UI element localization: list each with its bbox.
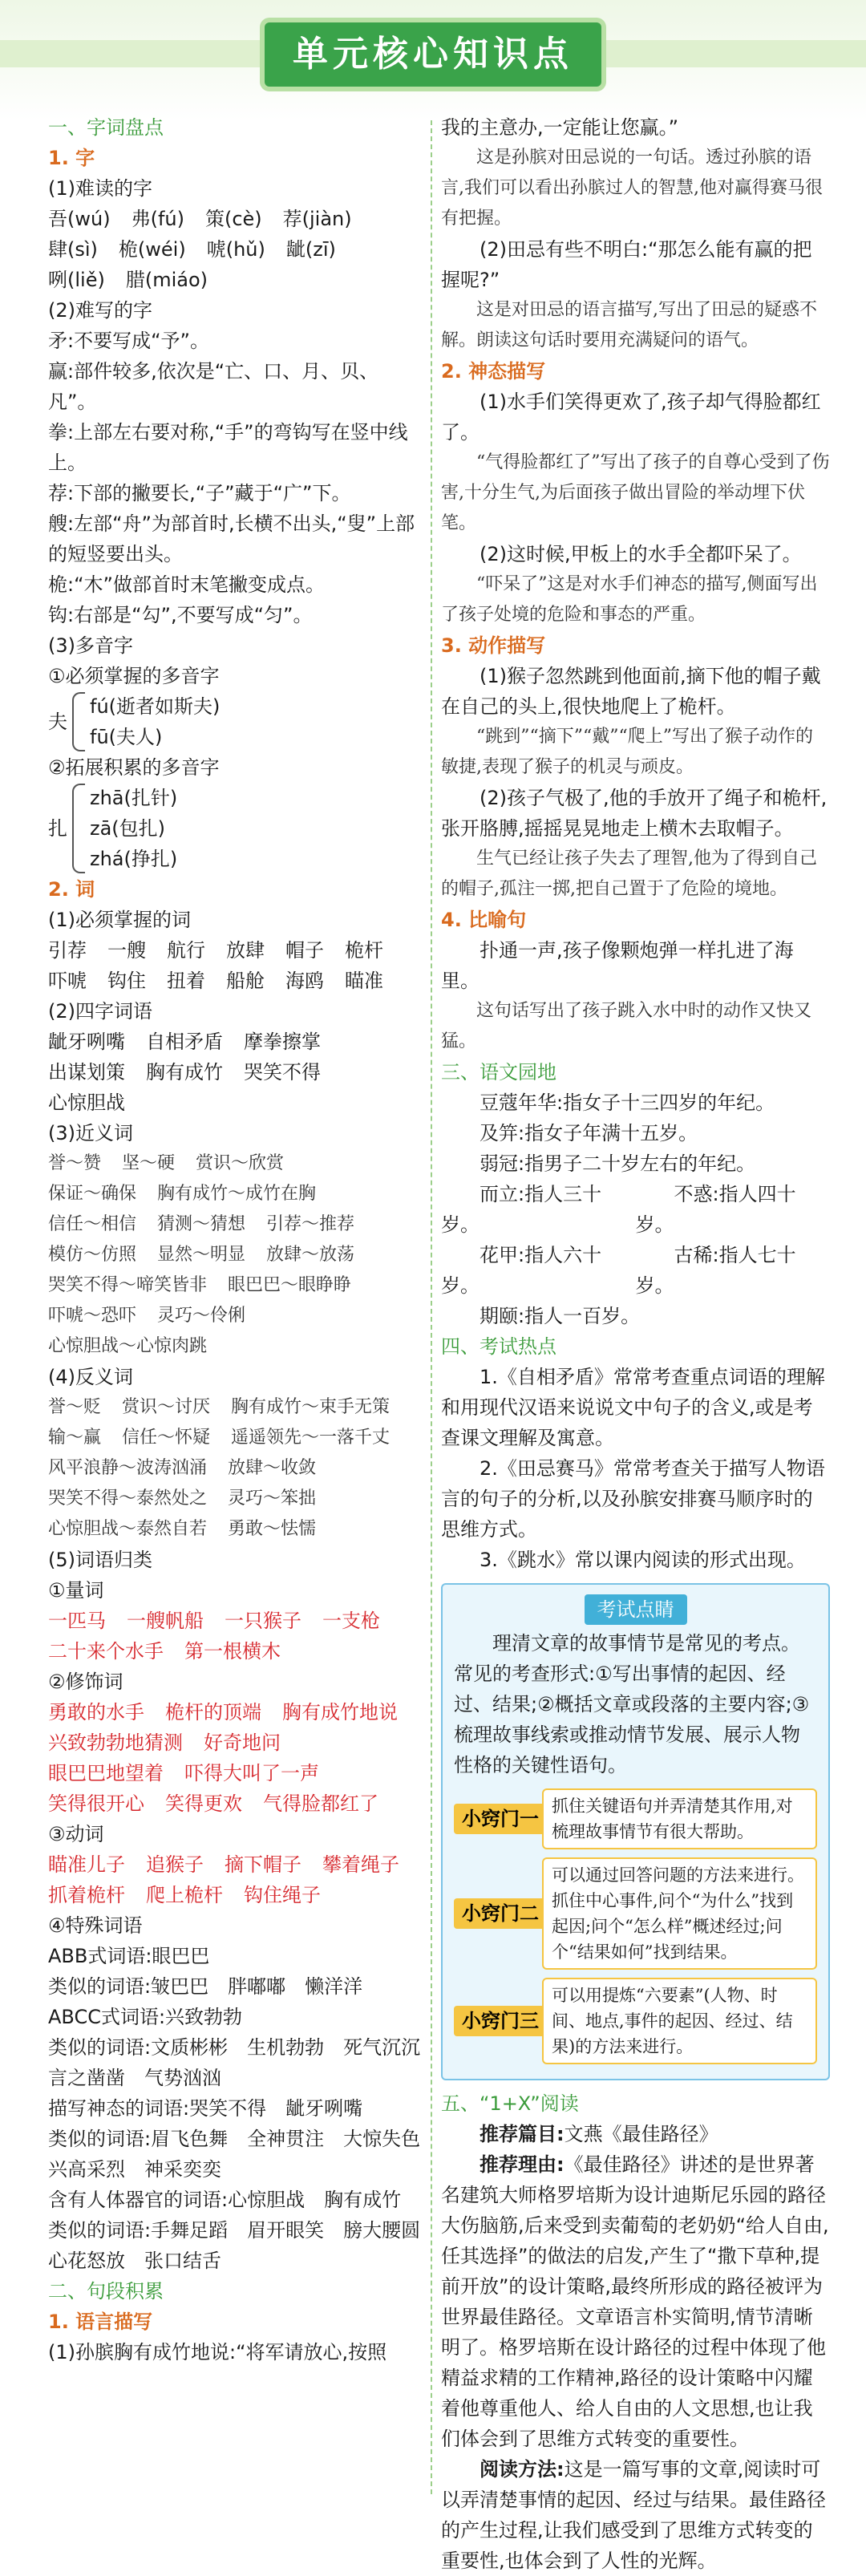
- recommend-title: 文燕《最佳路径》: [564, 2123, 718, 2145]
- reason-label: 推荐理由:: [480, 2153, 565, 2176]
- sub-heading: 4. 比喻句: [441, 909, 527, 931]
- synonym-pair: 誉～赞: [48, 1153, 102, 1173]
- hard-char-item: 桅:“木”做部首时末笔撇变成点。: [48, 573, 325, 596]
- section-heading: 四、考试热点: [441, 1335, 556, 1358]
- special-word-line: 类似的词语:皱巴巴 胖嘟嘟 懒洋洋: [48, 1975, 363, 1998]
- pinyin-list: [48, 204, 425, 295]
- paragraph: (1)水手们笑得更欢了,孩子却气得脸都红了。: [441, 391, 821, 444]
- synonym-pair: 吓唬～恐吓: [48, 1306, 137, 1326]
- age-term: 而立:指人三十岁。: [441, 1183, 602, 1236]
- verb-item: 摘下帽子: [225, 1853, 301, 1876]
- recommend-label: 推荐篇目:: [480, 2123, 565, 2145]
- grid-row: [48, 1240, 425, 1270]
- age-term: 花甲:指人六十岁。: [441, 1244, 602, 1297]
- exam-tip-box: [441, 1583, 830, 2080]
- pinyin-item: 弗(fú): [131, 208, 184, 230]
- grid-row: [48, 966, 425, 996]
- idiom-item: 胸有成竹: [146, 1061, 223, 1083]
- synonym-list: [48, 1148, 425, 1362]
- tip-heading: 考试点睛: [585, 1594, 687, 1625]
- age-term: 不惑:指人四十岁。: [635, 1183, 796, 1236]
- modifier-item: 胸有成竹地说: [282, 1701, 398, 1723]
- hard-char-item: 钩:右部是“勾”,不要写成“匀”。: [48, 604, 313, 626]
- grid-row: [48, 265, 425, 295]
- age-term: 弱冠:指男子二十岁左右的年纪。: [480, 1152, 756, 1175]
- special-word-line: 类似的词语:手舞足蹈 眉开眼笑 膀大腰圆 心花怒放 张口结舌: [48, 2219, 440, 2272]
- section-heading: 三、语文园地: [441, 1061, 556, 1083]
- modifier-item: 勇敢的水手: [48, 1701, 144, 1723]
- modifier-list: [48, 1697, 425, 1819]
- reason-text: 《最佳路径》讲述的是世界著名建筑大师格罗培斯为设计迪斯尼乐园的路径大伤脑筋,后来受到卖葡萄的老奶奶“给人自由,任其选择”的做法的启发,产生了“撒下草种,提前开放”的设计策略,最终所形成的路径被评为世界最佳路径。文章语言朴实简明,情节清晰明了。格罗培斯在设计路径的过程中体现了他精益求精的工作精神,路径的设计策略中闪耀着他尊重他人、给人自由的人文思想,也让我们体会到了思维方式转变的重要性。: [441, 2153, 829, 2450]
- synonym-pair: 信任～相信: [48, 1214, 137, 1234]
- grid-row: [48, 234, 425, 265]
- tip-list: [454, 1788, 817, 2064]
- pinyin-item: 唬(hǔ): [206, 238, 265, 261]
- page-title: 单元核心知识点: [265, 22, 601, 87]
- synonym-pair: 心惊胆战～心惊肉跳: [48, 1336, 208, 1356]
- analysis-note: 生气已经让孩子失去了理智,他为了得到自己的帽子,孤注一掷,把自己置于了危险的境地。: [441, 849, 817, 899]
- special-word-line: ABB式词语:眼巴巴: [48, 1945, 210, 1967]
- polyphone-reading: fú(逝者如斯夫): [90, 695, 221, 718]
- modifier-item: 眼巴巴地望着: [48, 1762, 164, 1784]
- idiom-item: 龇牙咧嘴: [48, 1031, 125, 1053]
- polyphone-char: 夫: [48, 711, 67, 733]
- hotspot-item: 2.《田忌赛马》常常考查关于描写人物语言的句子的分析,以及孙膑安排赛马顺序时的思维方式。: [441, 1457, 825, 1541]
- synonym-pair: 引荐～推荐: [266, 1214, 355, 1234]
- word-item: 航行: [167, 939, 205, 962]
- item-heading: (1)难读的字: [48, 177, 152, 200]
- special-word-line: 类似的词语:眉飞色舞 全神贯注 大惊失色 兴高采烈 神采奕奕: [48, 2128, 440, 2181]
- polyphone-zha: [48, 783, 425, 874]
- measure-word-item: 一支枪: [322, 1610, 380, 1632]
- antonym-pair: 哭笑不得～泰然处之: [48, 1488, 208, 1509]
- brace-icon: [72, 692, 85, 751]
- grid-row: [48, 1880, 425, 1910]
- grid-row: [48, 935, 425, 966]
- synonym-pair: 胸有成竹～成竹在胸: [157, 1184, 317, 1204]
- synonym-pair: 灵巧～伶俐: [157, 1306, 246, 1326]
- measure-word-item: 第一根横木: [184, 1640, 281, 1663]
- polyphone-reading: zhá(挣扎): [90, 848, 178, 870]
- item-heading: (3)多音字: [48, 634, 133, 657]
- item-heading: ①量词: [48, 1579, 104, 1602]
- item-heading: (5)词语归类: [48, 1549, 152, 1571]
- modifier-item: 笑得更欢: [165, 1792, 242, 1815]
- reason-paragraph: [441, 2149, 830, 2454]
- item-heading: (1)必须掌握的词: [48, 909, 191, 931]
- item-heading: (3)近义词: [48, 1122, 133, 1144]
- grid-row: [48, 1697, 425, 1727]
- synonym-pair: 模仿～仿照: [48, 1245, 137, 1265]
- pinyin-item: 咧(liě): [48, 269, 105, 291]
- word-item: 放肆: [226, 939, 265, 962]
- modifier-item: 笑得很开心: [48, 1792, 144, 1815]
- antonym-pair: 誉～贬: [48, 1397, 102, 1417]
- tip-item: [454, 1978, 817, 2064]
- measure-word-item: 一艘帆船: [127, 1610, 204, 1632]
- grid-row: [48, 1514, 425, 1545]
- hard-char-item: 赢:部件较多,依次是“亡、口、月、贝、凡”。: [48, 360, 379, 413]
- grid-row: [48, 1270, 425, 1301]
- analysis-note: 这是孙膑对田忌说的一句话。透过孙膑的语言,我们可以看出孙膑过人的智慧,他对赢得赛马很有把握。: [441, 148, 823, 229]
- tip-item: [454, 1857, 817, 1970]
- analysis-note: 这句话写出了孩子跳入水中时的动作又快又猛。: [441, 1001, 812, 1051]
- polyphone-reading: zā(包扎): [90, 817, 166, 840]
- left-column: [48, 112, 440, 2367]
- paragraph: (1)猴子忽然跳到他面前,摘下他的帽子戴在自己的头上,很快地爬上了桅杆。: [441, 665, 821, 718]
- item-heading: ①必须掌握的多音字: [48, 665, 220, 687]
- paragraph: 扑通一声,孩子像颗炮弹一样扎进了海里。: [441, 939, 794, 992]
- analysis-note: “吓呆了”这是对水手们神态的描写,侧面写出了孩子处境的危险和事态的严重。: [441, 574, 818, 625]
- age-term: 豆蔻年华:指女子十三四岁的年纪。: [480, 1092, 775, 1114]
- word-item: 瞄准: [345, 970, 383, 992]
- antonym-pair: 放肆～收敛: [228, 1458, 317, 1478]
- method-label: 阅读方法:: [480, 2458, 565, 2481]
- right-column: [441, 112, 830, 2576]
- brace-icon: [72, 784, 85, 873]
- tip-label: 小窍门三: [454, 2006, 547, 2036]
- age-term-pair: [441, 1240, 830, 1301]
- grid-row: [48, 1606, 425, 1636]
- word-item: 扭着: [167, 970, 205, 992]
- antonym-pair: 勇敢～怯懦: [228, 1519, 317, 1539]
- section-heading: 五、“1+X”阅读: [441, 2092, 579, 2115]
- item-heading: ④特殊词语: [48, 1914, 143, 1937]
- measure-word-item: 一匹马: [48, 1610, 106, 1632]
- item-heading: (2)四字词语: [48, 1000, 152, 1023]
- hard-char-item: 拳:上部左右要对称,“手”的弯钩写在竖中线上。: [48, 421, 408, 474]
- tip-text: 可以通过回答问题的方法来进行。抓住中心事件,问个“为什么”找到起因;问个“怎么样”概述经过;问个“结果如何”找到结果。: [542, 1857, 817, 1970]
- pinyin-item: 吾(wú): [48, 208, 111, 230]
- age-term: 及笄:指女子年满十五岁。: [480, 1122, 698, 1144]
- analysis-note: “跳到”“摘下”“戴”“爬上”写出了猴子动作的敏捷,表现了猴子的机灵与顽皮。: [441, 727, 813, 777]
- antonym-pair: 赏识～讨厌: [122, 1397, 211, 1417]
- idiom-item: 出谋划策: [48, 1061, 125, 1083]
- method-text: 这是一篇写事的文章,阅读时可以弄清楚事情的起因、经过与结果。最佳路径的产生过程,让我们感受到了思维方式转变的重要性,也体会到了人性的光辉。: [441, 2458, 826, 2572]
- method-paragraph: [441, 2454, 830, 2576]
- pinyin-item: 策(cè): [204, 208, 262, 230]
- pinyin-item: 肆(sì): [48, 238, 98, 261]
- polyphone-reading: fū(夫人): [90, 726, 163, 748]
- grid-row: [48, 1057, 425, 1088]
- word-item: 引荐: [48, 939, 87, 962]
- recommend-line: [441, 2119, 830, 2149]
- measure-word-list: [48, 1606, 425, 1667]
- paragraph: (1)孙膑胸有成竹地说:“将军请放心,按照: [48, 2341, 387, 2363]
- word-item: 钩住: [107, 970, 146, 992]
- polyphone-reading: zhā(扎针): [90, 787, 178, 809]
- verb-item: 追猴子: [146, 1853, 204, 1876]
- grid-row: [48, 1331, 425, 1362]
- modifier-item: 桅杆的顶端: [165, 1701, 261, 1723]
- grid-row: [48, 1484, 425, 1514]
- tip-label: 小窍门二: [454, 1898, 547, 1929]
- section-heading: 一、字词盘点: [48, 116, 164, 139]
- age-term-pair: [441, 1179, 830, 1240]
- tip-text: 可以用提炼“六要素”(人物、时间、地点,事件的起因、经过、结果)的方法来进行。: [542, 1978, 817, 2064]
- age-term: 古稀:指人七十岁。: [635, 1244, 796, 1297]
- synonym-pair: 坚～硬: [122, 1153, 176, 1173]
- grid-row: [48, 1636, 425, 1667]
- title-banner: [0, 0, 866, 120]
- grid-row: [48, 204, 425, 234]
- special-word-line: 含有人体器官的词语:心惊胆战 胸有成竹: [48, 2189, 402, 2211]
- paragraph: (2)孩子气极了,他的手放开了绳子和桅杆,张开胳膊,摇摇晃晃地走上横木去取帽子。: [441, 787, 828, 840]
- age-term: 期颐:指人一百岁。: [480, 1305, 641, 1327]
- grid-row: [48, 1758, 425, 1788]
- antonym-pair: 信任～怀疑: [122, 1428, 211, 1448]
- modifier-item: 吓得大叫了一声: [184, 1762, 319, 1784]
- sub-heading: 1. 语言描写: [48, 2311, 153, 2333]
- antonym-pair: 遥遥领先～一落千丈: [231, 1428, 391, 1448]
- item-heading: ②拓展积累的多音字: [48, 756, 220, 779]
- section-heading: 二、句段积累: [48, 2280, 164, 2303]
- sub-heading: 2. 神态描写: [441, 360, 546, 383]
- exam-hotspot-list: [441, 1362, 830, 1575]
- idiom-grid: [48, 1027, 425, 1118]
- verb-item: 钩住绳子: [244, 1884, 321, 1906]
- polyphone-char: 扎: [48, 817, 67, 840]
- word-item: 吓唬: [48, 970, 87, 992]
- modifier-item: 兴致勃勃地猜测: [48, 1732, 183, 1754]
- item-heading: ③动词: [48, 1823, 104, 1845]
- word-item: 船舱: [226, 970, 265, 992]
- item-heading: (2)难写的字: [48, 299, 152, 322]
- paragraph: (2)田忌有些不明白:“那怎么能有赢的把握呢?”: [441, 238, 812, 291]
- pinyin-item: 龇(zī): [285, 238, 336, 261]
- polyphone-fu: [48, 691, 425, 752]
- grid-row: [48, 1453, 425, 1484]
- synonym-pair: 赏识～欣赏: [196, 1153, 285, 1173]
- word-grid: [48, 935, 425, 996]
- hard-char-item: 荐:下部的撇要长,“子”藏于“广”下。: [48, 482, 351, 504]
- synonym-pair: 放肆～放荡: [266, 1245, 355, 1265]
- antonym-list: [48, 1392, 425, 1545]
- measure-word-item: 二十来个水手: [48, 1640, 164, 1663]
- hotspot-item: 1.《自相矛盾》常常考查重点词语的理解和用现代汉语来说说文中句子的含义,或是考查课文理解及寓意。: [441, 1366, 825, 1449]
- special-word-line: 类似的词语:文质彬彬 生机勃勃 死气沉沉 言之凿凿 气势汹汹: [48, 2036, 440, 2089]
- item-heading: (4)反义词: [48, 1366, 133, 1388]
- word-item: 帽子: [285, 939, 324, 962]
- word-item: 一艘: [107, 939, 146, 962]
- age-term-list: [441, 1088, 830, 1331]
- word-item: 海鸥: [285, 970, 324, 992]
- synonym-pair: 显然～明显: [157, 1245, 246, 1265]
- grid-row: [48, 1148, 425, 1179]
- synonym-pair: 哭笑不得～啼笑皆非: [48, 1275, 208, 1295]
- synonym-pair: 保证～确保: [48, 1184, 137, 1204]
- synonym-pair: 眼巴巴～眼睁睁: [228, 1275, 352, 1295]
- modifier-item: 好奇地问: [204, 1732, 281, 1754]
- grid-row: [48, 1423, 425, 1453]
- analysis-note: “气得脸都红了”写出了孩子的自尊心受到了伤害,十分生气,为后面孩子做出冒险的举动埋下伏笔。: [441, 452, 830, 533]
- item-heading: ②修饰词: [48, 1671, 123, 1693]
- paragraph: (2)这时候,甲板上的水手全都吓呆了。: [480, 543, 802, 565]
- antonym-pair: 心惊胆战～泰然自若: [48, 1519, 208, 1539]
- antonym-pair: 灵巧～笨拙: [228, 1488, 317, 1509]
- hard-char-item: 矛:不要写成“予”。: [48, 330, 209, 352]
- verb-item: 爬上桅杆: [146, 1884, 223, 1906]
- grid-row: [48, 1027, 425, 1057]
- modifier-item: 气得脸都红了: [263, 1792, 378, 1815]
- tip-text: 抓住关键语句并弄清楚其作用,对梳理故事情节有很大帮助。: [542, 1788, 817, 1849]
- hotspot-item: 3.《跳水》常以课内阅读的形式出现。: [480, 1549, 806, 1571]
- special-word-line: ABCC式词语:兴致勃勃: [48, 2006, 243, 2028]
- verb-item: 抓着桅杆: [48, 1884, 125, 1906]
- paragraph: 我的主意办,一定能让您赢。”: [441, 116, 679, 139]
- antonym-pair: 风平浪静～波涛汹涌: [48, 1458, 208, 1478]
- idiom-item: 摩拳擦掌: [244, 1031, 321, 1053]
- verb-item: 瞄准儿子: [48, 1853, 125, 1876]
- verb-list: [48, 1849, 425, 1910]
- special-word-line: 描写神态的词语:哭笑不得 龇牙咧嘴: [48, 2097, 363, 2120]
- idiom-item: 自相矛盾: [146, 1031, 223, 1053]
- sub-heading: 2. 词: [48, 878, 95, 901]
- verb-item: 攀着绳子: [322, 1853, 399, 1876]
- word-item: 桅杆: [345, 939, 383, 962]
- grid-row: [48, 1088, 425, 1118]
- pinyin-item: 腊(miáo): [125, 269, 208, 291]
- antonym-pair: 输～赢: [48, 1428, 102, 1448]
- pinyin-item: 荐(jiàn): [282, 208, 352, 230]
- grid-row: [48, 1727, 425, 1758]
- hard-char-list: [48, 326, 425, 630]
- idiom-item: 哭笑不得: [244, 1061, 321, 1083]
- idiom-item: 心惊胆战: [48, 1092, 125, 1114]
- sub-heading: 3. 动作描写: [441, 634, 546, 657]
- sub-heading: 1. 字: [48, 147, 95, 169]
- grid-row: [48, 1392, 425, 1423]
- pinyin-item: 桅(wéi): [118, 238, 186, 261]
- analysis-note: 这是对田忌的语言描写,写出了田忌的疑惑不解。朗读这句话时要用充满疑问的语气。: [441, 300, 817, 350]
- tip-item: [454, 1788, 817, 1849]
- hard-char-item: 艘:左部“舟”为部首时,长横不出头,“叟”上部的短竖要出头。: [48, 512, 415, 565]
- tip-label: 小窍门一: [454, 1804, 547, 1834]
- special-word-list: [48, 1941, 440, 2276]
- grid-row: [48, 1179, 425, 1209]
- measure-word-item: 一只猴子: [225, 1610, 301, 1632]
- grid-row: [48, 1788, 425, 1819]
- tip-intro: 理清文章的故事情节是常见的考点。常见的考查形式:①写出事情的起因、经过、结果;②概括文章或段落的主要内容;③梳理故事线索或推动情节发展、展示人物性格的关键性语句。: [454, 1632, 810, 1776]
- grid-row: [48, 1301, 425, 1331]
- synonym-pair: 猜测～猜想: [157, 1214, 246, 1234]
- grid-row: [48, 1209, 425, 1240]
- antonym-pair: 胸有成竹～束手无策: [231, 1397, 391, 1417]
- grid-row: [48, 1849, 425, 1880]
